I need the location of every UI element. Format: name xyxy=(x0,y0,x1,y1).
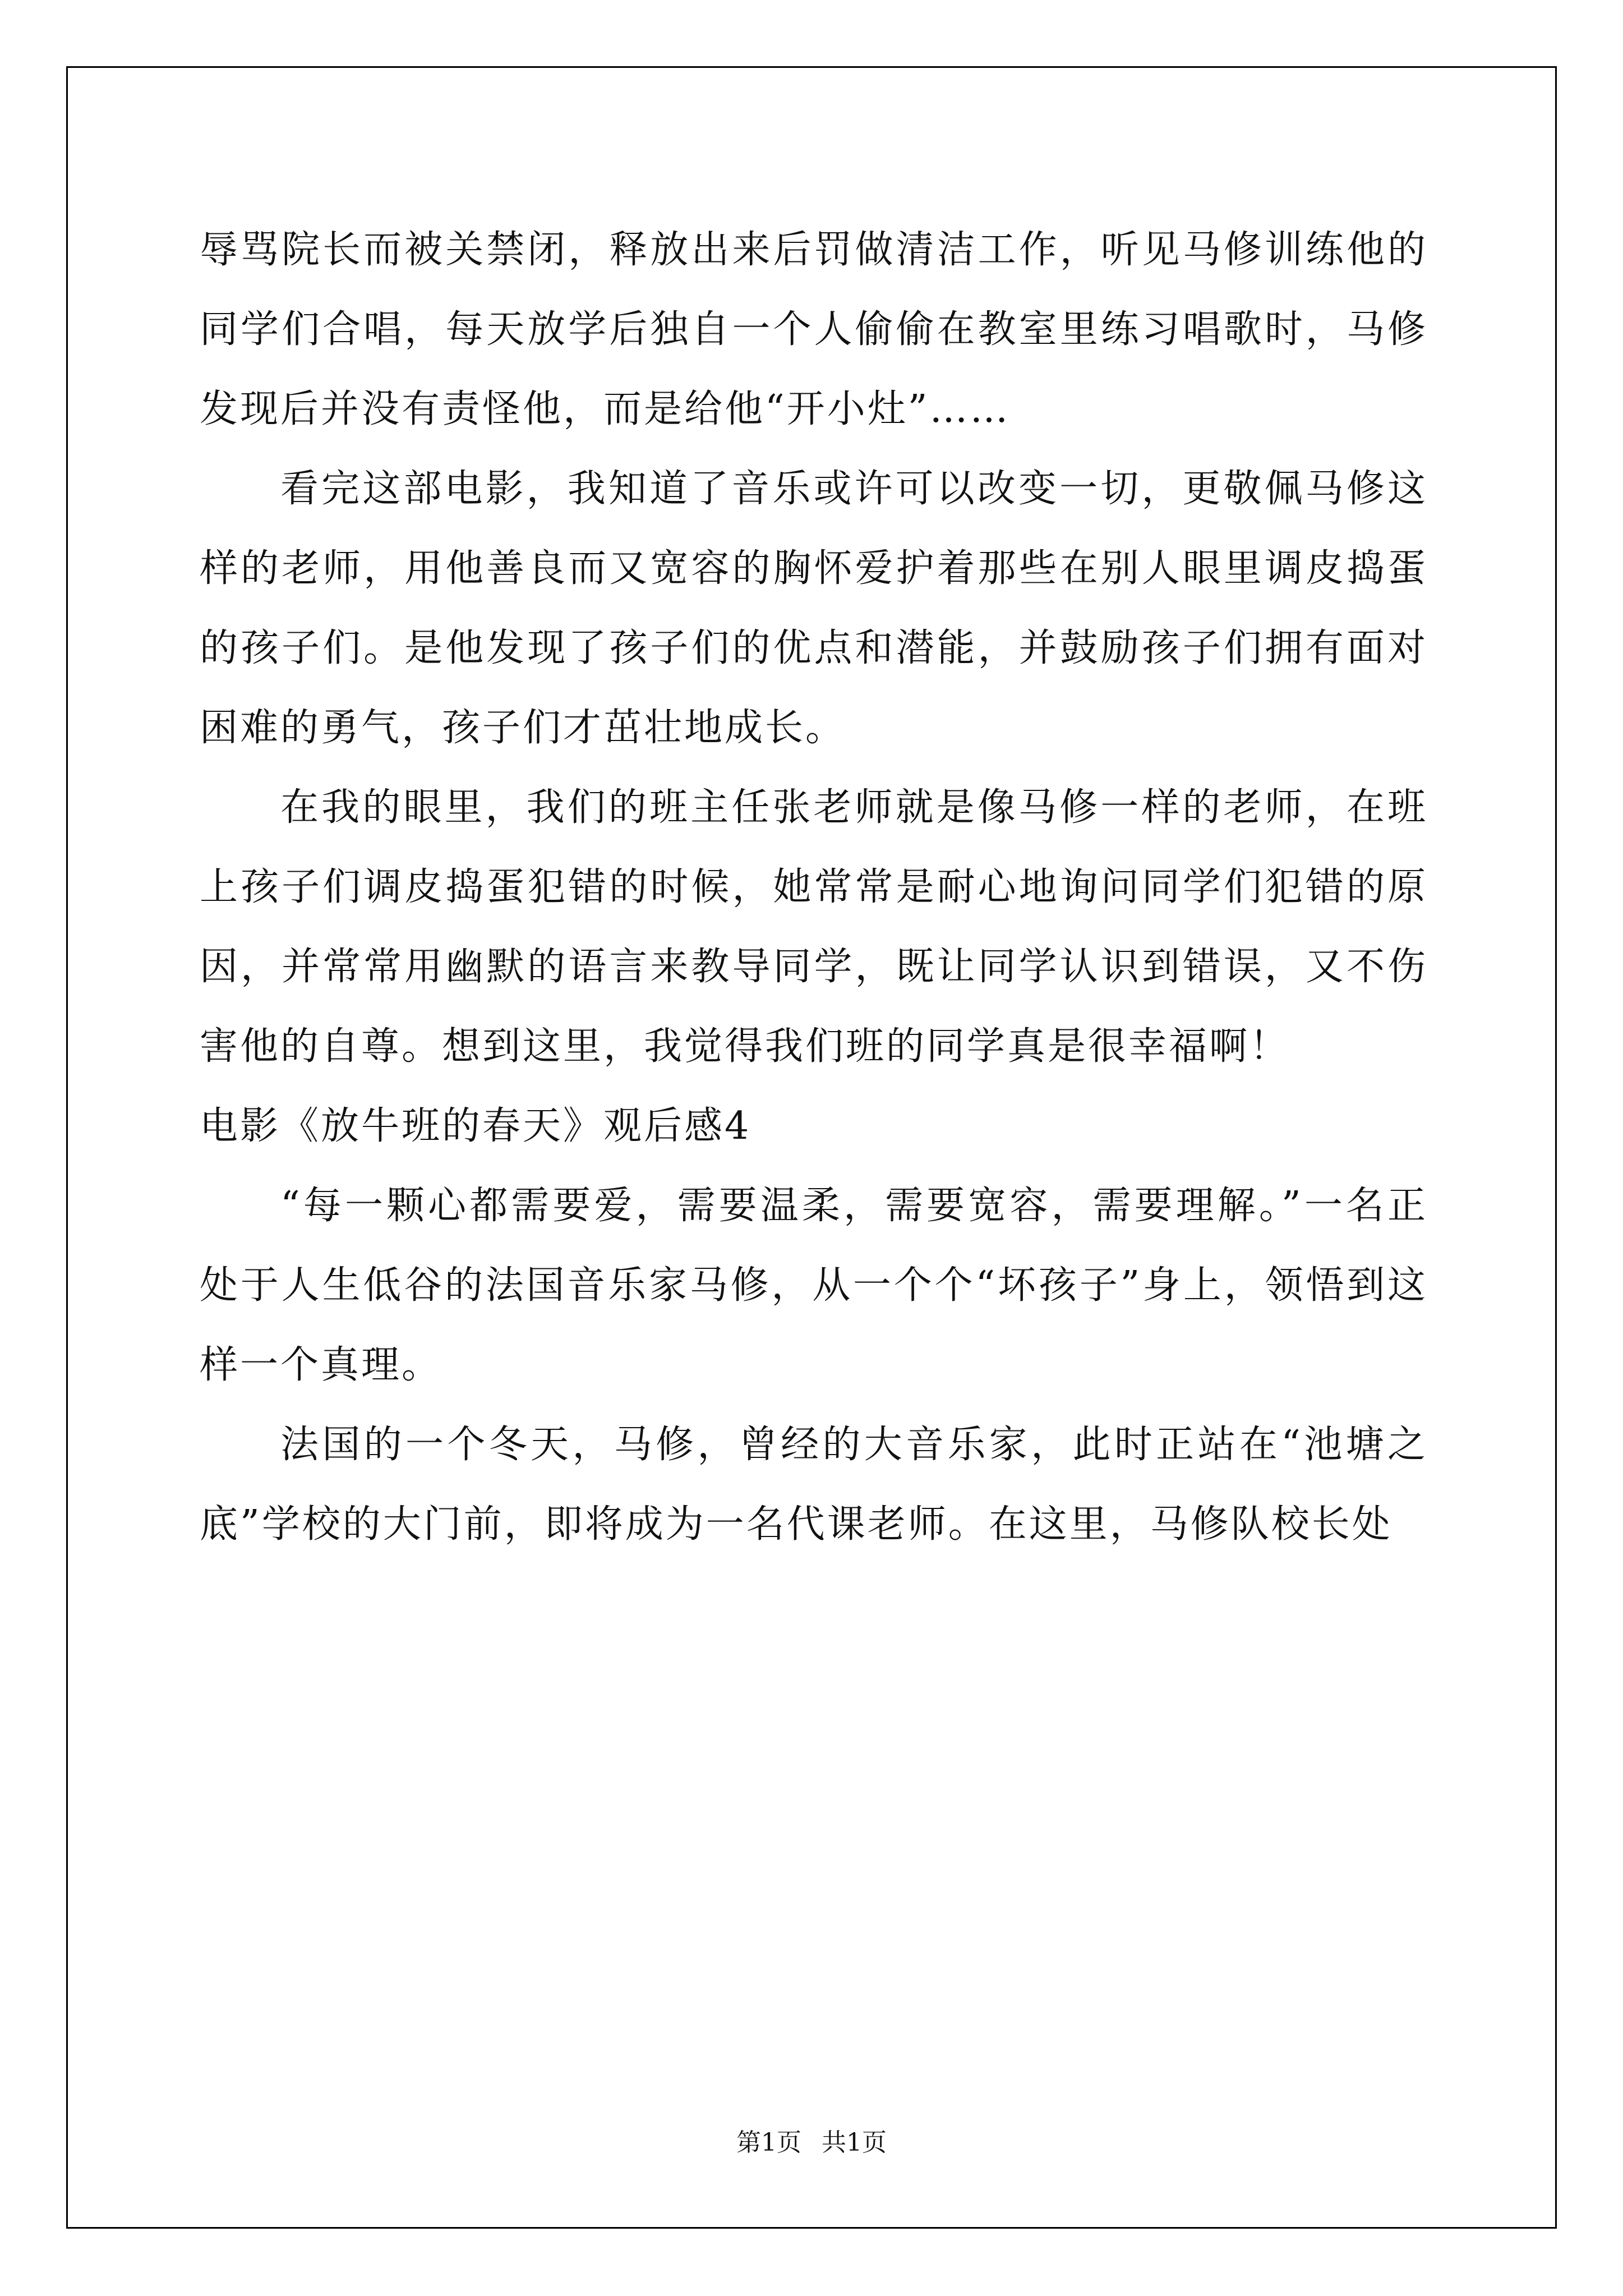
page-footer xyxy=(0,2126,1623,2160)
section-title: 电影《放牛班的春天》观后感4 xyxy=(200,1104,751,1148)
page-total: 共1页 xyxy=(822,2128,887,2157)
paragraph: 在我的眼里，我们的班主任张老师就是像马修一样的老师，在班上孩子们调皮捣蛋犯错的时候，她常常是耐心地询问同学们犯错的原因，并常常用幽默的语言来教导同学，既让同学认识到错误，又不伤害他的自尊。想到这里，我觉得我们班的同学真是很幸福啊！ xyxy=(200,785,1428,1069)
paragraph: 法国的一个冬天，马修，曾经的大音乐家，此时正站在“池塘之底”学校的大门前，即将成为一名代课老师。在这里，马修队校长处 xyxy=(200,1423,1428,1547)
paragraph: 看完这部电影，我知道了音乐或许可以改变一切，更敬佩马修这样的老师，用他善良而又宽容的胸怀爱护着那些在别人眼里调皮捣蛋的孩子们。是他发现了孩子们的优点和潜能，并鼓励孩子们拥有面对困难的勇气，孩子们才茁壮地成长。 xyxy=(200,467,1428,750)
document-body xyxy=(200,210,1428,1565)
paragraph: “每一颗心都需要爱，需要温柔，需要宽容，需要理解。”一名正处于人生低谷的法国音乐家马修，从一个个“坏孩子”身上，领悟到这样一个真理。 xyxy=(200,1184,1428,1387)
page-number: 第1页 xyxy=(736,2128,801,2157)
paragraph: 辱骂院长而被关禁闭，释放出来后罚做清洁工作，听见马修训练他的同学们合唱，每天放学后独自一个人偷偷在教室里练习唱歌时，马修发现后并没有责怪他，而是给他“开小灶”…… xyxy=(200,228,1428,431)
